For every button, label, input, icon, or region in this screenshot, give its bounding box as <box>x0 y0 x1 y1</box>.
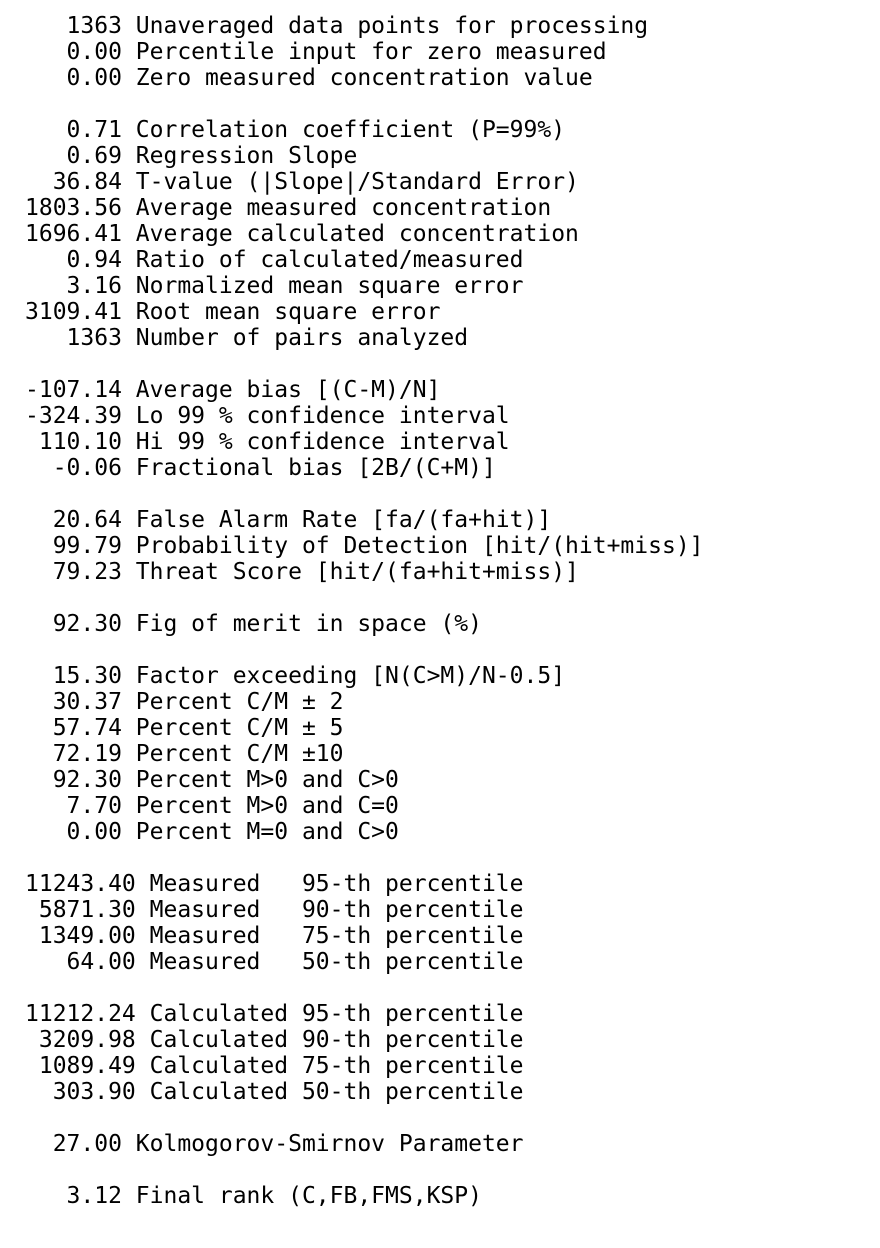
report-line: 99.79 Probability of Detection [hit/(hit+miss)] <box>25 533 704 559</box>
report-line: 72.19 Percent C/M ±10 <box>25 741 344 767</box>
report-line: 0.00 Zero measured concentration value <box>25 65 593 91</box>
blank-line <box>25 845 870 871</box>
report-line: 3.16 Normalized mean square error <box>25 273 524 299</box>
report-line: 0.94 Ratio of calculated/measured <box>25 247 524 273</box>
report-line: 1696.41 Average calculated concentration <box>25 221 579 247</box>
blank-line <box>25 637 870 663</box>
report-line: 303.90 Calculated 50-th percentile <box>25 1079 524 1105</box>
report-line: 30.37 Percent C/M ± 2 <box>25 689 344 715</box>
report-line: 3209.98 Calculated 90-th percentile <box>25 1027 524 1053</box>
blank-line <box>25 351 870 377</box>
report-line: 0.00 Percentile input for zero measured <box>25 39 607 65</box>
report-line: 5871.30 Measured 90-th percentile <box>25 897 524 923</box>
report-line: 3.12 Final rank (C,FB,FMS,KSP) <box>25 1183 482 1209</box>
statistics-report <box>25 13 870 1209</box>
report-line: 1803.56 Average measured concentration <box>25 195 552 221</box>
report-line: 1363 Number of pairs analyzed <box>25 325 469 351</box>
report-line: 64.00 Measured 50-th percentile <box>25 949 524 975</box>
report-line: 92.30 Fig of merit in space (%) <box>25 611 482 637</box>
blank-line <box>25 975 870 1001</box>
blank-line <box>25 585 870 611</box>
blank-line <box>25 1105 870 1131</box>
report-line: 92.30 Percent M>0 and C>0 <box>25 767 399 793</box>
blank-line <box>25 1157 870 1183</box>
report-line: 1363 Unaveraged data points for processing <box>25 13 649 39</box>
report-line: 0.69 Regression Slope <box>25 143 358 169</box>
report-line: 57.74 Percent C/M ± 5 <box>25 715 344 741</box>
report-line: 27.00 Kolmogorov-Smirnov Parameter <box>25 1131 524 1157</box>
report-line: 20.64 False Alarm Rate [fa/(fa+hit)] <box>25 507 552 533</box>
report-line: -107.14 Average bias [(C-M)/N] <box>25 377 441 403</box>
report-line: 1349.00 Measured 75-th percentile <box>25 923 524 949</box>
report-line: 3109.41 Root mean square error <box>25 299 441 325</box>
report-line: 11243.40 Measured 95-th percentile <box>25 871 524 897</box>
blank-line <box>25 91 870 117</box>
report-line: 36.84 T-value (|Slope|/Standard Error) <box>25 169 579 195</box>
report-line: 0.00 Percent M=0 and C>0 <box>25 819 399 845</box>
report-line: -324.39 Lo 99 % confidence interval <box>25 403 510 429</box>
report-line: -0.06 Fractional bias [2B/(C+M)] <box>25 455 496 481</box>
report-line: 0.71 Correlation coefficient (P=99%) <box>25 117 566 143</box>
report-line: 79.23 Threat Score [hit/(fa+hit+miss)] <box>25 559 579 585</box>
report-line: 110.10 Hi 99 % confidence interval <box>25 429 510 455</box>
blank-line <box>25 481 870 507</box>
report-line: 1089.49 Calculated 75-th percentile <box>25 1053 524 1079</box>
report-line: 7.70 Percent M>0 and C=0 <box>25 793 399 819</box>
report-line: 11212.24 Calculated 95-th percentile <box>25 1001 524 1027</box>
report-line: 15.30 Factor exceeding [N(C>M)/N-0.5] <box>25 663 566 689</box>
